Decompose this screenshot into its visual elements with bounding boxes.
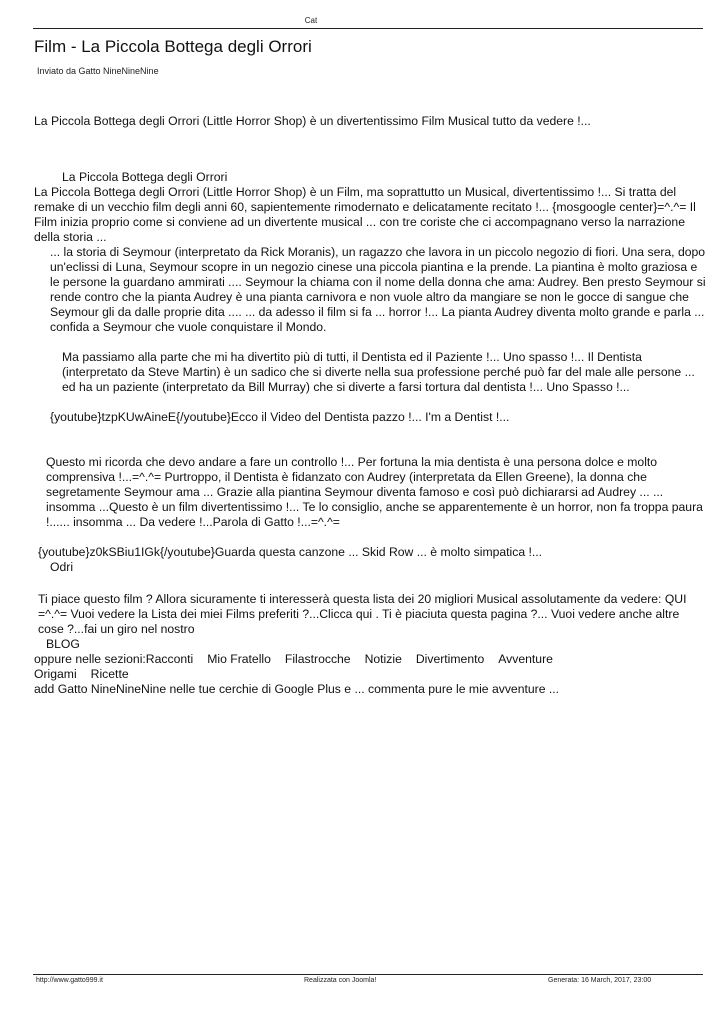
section-link-notizie[interactable]: Notizie <box>364 652 402 666</box>
google-plus-line: add Gatto NineNineNine nelle tue cerchie di Google Plus e ... commenta pure le mie avventure ... <box>34 682 560 696</box>
closing-block <box>34 592 706 697</box>
paragraph-intro-film: La Piccola Bottega degli Orrori (Little Horror Shop) è un Film, ma soprattutto un Musical, divertentissimo !... Si tratta del remake di un vecchio film degli anni 60, sapientemente rimodernato e delicatamente recitato !... {mosgoogle center}=^.^= Il Film inizia proprio come si conviene ad un divertente musical ... con tre coriste che ci accompagnano verso la narrazione della storia ... <box>34 185 696 244</box>
section-link-ricette[interactable]: Ricette <box>90 667 129 681</box>
closing-paragraph: Ti piace questo film ? Allora sicuramente ti interesserà questa lista dei 20 migliori Musical assolutamente da vedere: QUI =^.^= Vuoi vedere la Lista dei miei Films preferiti ?...Clicca qui . Ti è piaciuta questa pagina ?... Vuoi vedere anche altre cose ?...fai un giro nel nostro <box>38 592 687 636</box>
spacer <box>34 425 706 455</box>
section-link-filastrocche[interactable]: Filastrocche <box>284 652 351 666</box>
paragraph-dentist: Ma passiamo alla parte che mi ha divertito più di tutti, il Dentista ed il Paziente !... Uno spasso !... Il Dentista (interpretato da Steve Martin) è un sadico che si diverte nella sua professione perché può far del male alle persone ... ed ha un paziente (interpretato da Bill Murray) che si diverte a farsi tortura dal dentista !... Uno Spasso !... <box>62 350 695 394</box>
section-link-origami[interactable]: Origami <box>34 667 77 681</box>
section-link-racconti[interactable]: Racconti <box>145 652 194 666</box>
page-header-label: Cat <box>304 16 318 25</box>
paragraph-checkup: Questo mi ricorda che devo andare a fare un controllo !... Per fortuna la mia dentista è una persona dolce e molto comprensiva !...=^.^= Purtroppo, il Dentista è fidanzato con Audrey (interpretata da Ellen Greene), la donna che segretamente Seymour ama ... Grazie alla piantina Seymour diventa famoso e così può dichiararsi ad Audrey ... ... insomma ...Questo è un film divertentissimo !... Te lo consiglio, anche se apparentemente è un horror, non fa troppa paura !...... insomma ... Da vedere !...Parola di Gatto !...=^.^= <box>46 455 703 529</box>
section-link-divertimento[interactable]: Divertimento <box>415 652 485 666</box>
header-divider <box>33 28 703 29</box>
paragraph-story: ... la storia di Seymour (interpretato da Rick Moranis), un ragazzo che lavora in un piccolo negozio di fiori. Una sera, dopo un'eclissi di Luna, Seymour scopre in un negozio cinese una piccola piantina e la prende. La piantina è molto graziosa e le persone la guardano ammirati .... Seymour la chiama con il nome della donna che ama: Audrey. Ben presto Seymour si rende contro che la pianta Audrey è una pianta carnivora e non vuole altro da mangiare se non le gocce di sangue che Seymour gli da dalle proprie dita .... ... da adesso il film si fa ... horror !... La pianta Audrey diventa molto grande e parla ... confida a Seymour che vuole conquistare il Mondo. <box>50 245 706 334</box>
footer-divider <box>33 974 703 975</box>
article-subtitle: La Piccola Bottega degli Orrori <box>62 170 228 184</box>
spacer <box>34 530 706 545</box>
footer-generated: Generata: 16 March, 2017, 23:00 <box>548 977 652 984</box>
sections-label: oppure nelle sezioni: <box>34 652 146 666</box>
spacer <box>34 335 706 350</box>
author-line: Inviato da Gatto NineNineNine <box>37 66 159 76</box>
article-body <box>34 170 706 575</box>
footer-made-with: Realizzata con Joomla! <box>304 977 377 984</box>
video-embed-skid-row: {youtube}z0kSBiu1IGk{/youtube}Guarda questa canzone ... Skid Row ... è molto simpatica !... <box>38 545 543 559</box>
video-embed-dentist: {youtube}tzpKUwAineE{/youtube}Ecco il Video del Dentista pazzo !... I'm a Dentist !... <box>50 410 510 424</box>
spacer <box>34 395 706 410</box>
article-title: Film - La Piccola Bottega degli Orrori <box>34 37 312 56</box>
footer-url[interactable]: http://www.gatto999.it <box>36 977 103 984</box>
article-intro: La Piccola Bottega degli Orrori (Little Horror Shop) è un divertentissimo Film Musical tutto da vedere !... <box>34 114 591 128</box>
sections-list <box>34 652 706 682</box>
section-link-mio-fratello[interactable]: Mio Fratello <box>207 652 271 666</box>
video-caption-odri: Odri <box>50 560 74 574</box>
section-link-avventure[interactable]: Avventure <box>498 652 553 666</box>
blog-link[interactable]: BLOG <box>46 637 80 651</box>
